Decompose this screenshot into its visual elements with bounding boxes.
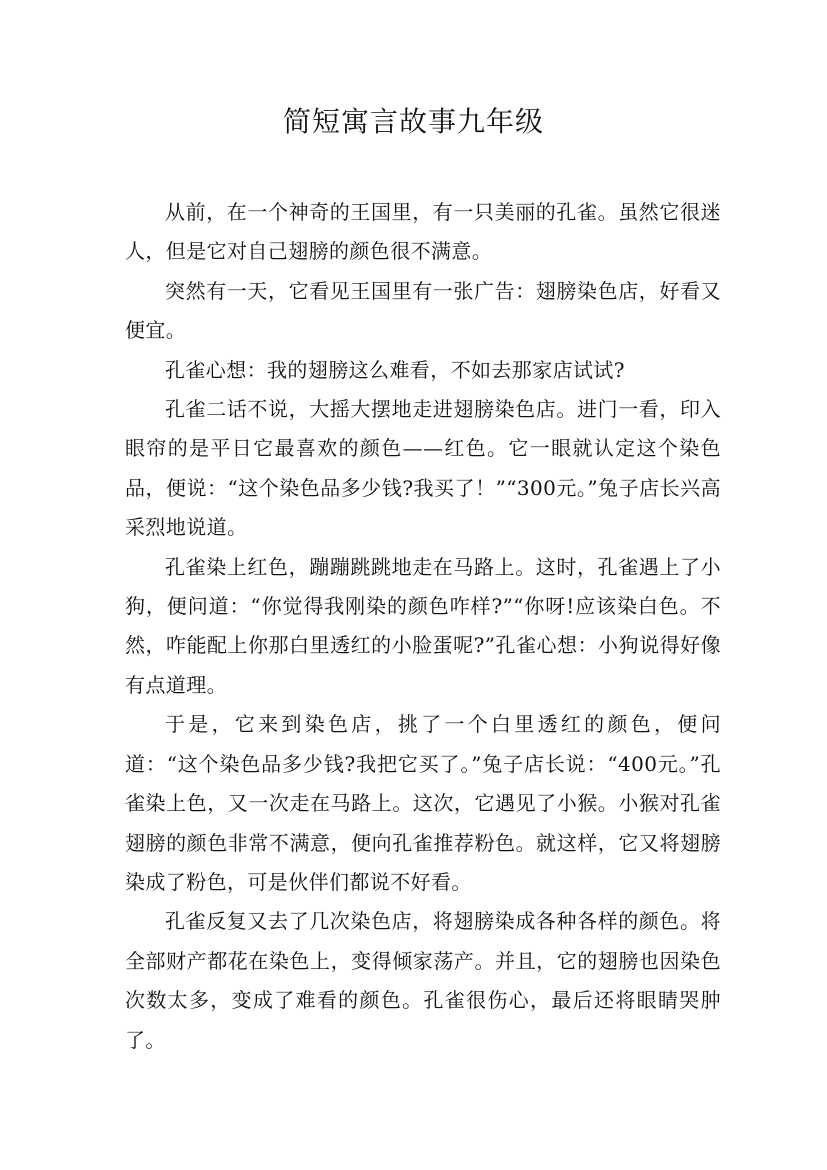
paragraph: 于是，它来到染色店，挑了一个白里透红的颜色，便问道：“这个染色品多少钱?我把它买了。”兔子店长说：“400元。”孔雀染上色，又一次走在马路上。这次，它遇见了小猴。小猴对孔雀翅膀的颜色非常不满意，便向孔雀推荐粉色。就这样，它又将翅膀染成了粉色，可是伙伴们都说不好看。 [125, 712, 721, 894]
paragraph: 孔雀反复又去了几次染色店，将翅膀染成各种各样的颜色。将全部财产都花在染色上，变得倾家荡产。并且，它的翅膀也因染色次数太多，变成了难看的颜色。孔雀很伤心，最后还将眼睛哭肿了。 [125, 909, 721, 1052]
paragraph: 孔雀二话不说，大摇大摆地走进翅膀染色店。进门一看，印入眼帘的是平日它最喜欢的颜色——红色。它一眼就认定这个染色品，便说：“这个染色品多少钱?我买了！”“300元。”兔子店长兴高采烈地说道。 [125, 397, 721, 540]
document-title: 简短寓言故事九年级 [282, 105, 544, 138]
paragraph: 孔雀染上红色，蹦蹦跳跳地走在马路上。这时，孔雀遇上了小狗，便问道：“你觉得我刚染的颜色咋样?”“你呀!应该染白色。不然，咋能配上你那白里透红的小脸蛋呢?”孔雀心想：小狗说得好像有点道理。 [125, 554, 721, 697]
document-body [125, 193, 721, 1060]
paragraph: 从前，在一个神奇的王国里，有一只美丽的孔雀。虽然它很迷人，但是它对自己翅膀的颜色很不满意。 [125, 200, 721, 264]
paragraph: 突然有一天，它看见王国里有一张广告：翅膀染色店，好看又便宜。 [125, 278, 721, 343]
paragraph: 孔雀心想：我的翅膀这么难看，不如去那家店试试? [165, 357, 625, 382]
